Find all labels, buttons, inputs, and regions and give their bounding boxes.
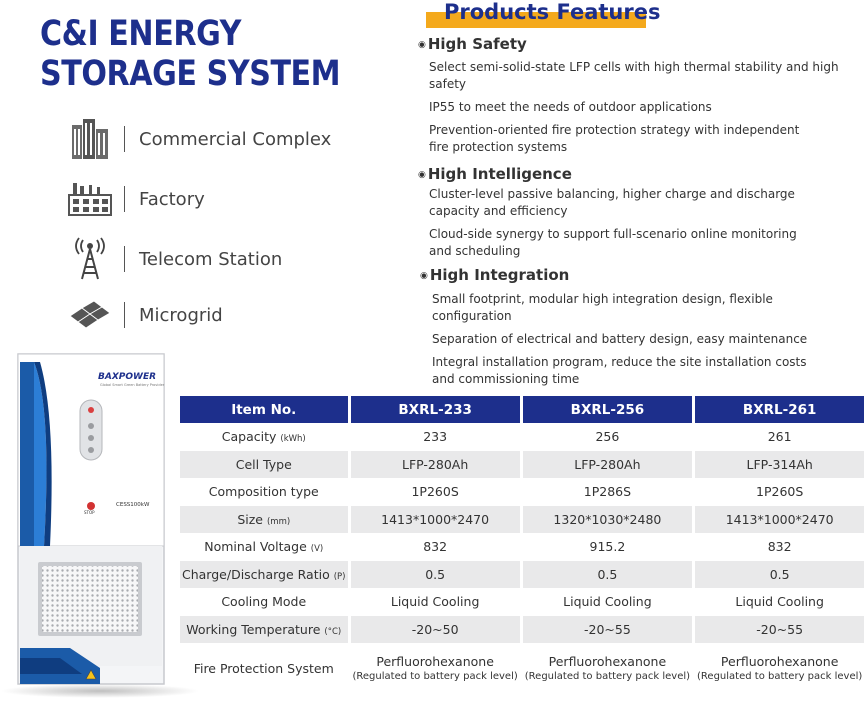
spec-table (177, 396, 865, 693)
application-commercial-complex (66, 116, 331, 162)
cell: LFP-280Ah (523, 451, 692, 479)
divider (124, 126, 125, 152)
table-row (180, 588, 864, 616)
divider (124, 302, 125, 328)
cell: 1413*1000*2470 (351, 506, 520, 534)
cell: 1320*1030*2480 (523, 506, 692, 534)
cell: -20~55 (695, 616, 864, 644)
application-factory (66, 176, 205, 222)
bullet-icon: ◉ (420, 271, 428, 281)
cell: Perfluorohexanone (Regulated to battery pack level) (524, 654, 691, 682)
cell-note: (Regulated to battery pack level) (524, 671, 691, 682)
cabinet-model: CESS100kW (116, 502, 150, 508)
table-row (180, 423, 864, 451)
table-row (180, 643, 864, 693)
cell: 915.2 (589, 539, 626, 555)
application-label: Microgrid (139, 304, 223, 326)
cell-note: (Regulated to battery pack level) (697, 671, 863, 682)
feature-item: Integral installation program, reduce the site installation costs and commissioning time (432, 355, 807, 386)
cell: Liquid Cooling (390, 594, 480, 610)
cell: 1413*1000*2470 (695, 506, 864, 534)
feature-item: Separation of electrical and battery design, easy maintenance (432, 332, 808, 346)
feature-heading-high-safety: ◉ High Safety (418, 35, 527, 53)
feature-item: Prevention-oriented fire protection strategy with independent fire protection systems (429, 123, 800, 154)
feature-item: Small footprint, modular high integration design, flexible configuration (432, 292, 773, 323)
feature-item: IP55 to meet the needs of outdoor applications (429, 100, 712, 114)
feature-heading-high-integration: ◉ High Integration (420, 266, 570, 284)
cell: 832 (767, 539, 792, 555)
table-row (180, 616, 864, 644)
features-heading: Products Features (444, 0, 661, 24)
table-row (180, 533, 864, 561)
feature-item: Cloud-side synergy to support full-scenario online monitoring and scheduling (429, 227, 797, 258)
cell: 832 (423, 539, 448, 555)
header-model-1: BXRL-233 (351, 396, 520, 423)
cell: 261 (767, 429, 792, 445)
cell: 0.5 (523, 561, 692, 589)
feature-item: Cluster-level passive balancing, higher charge and discharge capacity and efficiency (429, 187, 795, 218)
table-header-row (180, 396, 864, 423)
commercial-complex-icon (66, 116, 114, 162)
application-label: Telecom Station (139, 248, 283, 270)
cell: Liquid Cooling (563, 594, 652, 610)
cell-note: (Regulated to battery pack level) (352, 671, 518, 682)
table-row (180, 506, 864, 534)
feature-heading-high-intelligence: ◉ High Intelligence (418, 165, 572, 183)
header-model-3: BXRL-261 (695, 396, 864, 423)
divider (124, 246, 125, 272)
cabinet-tagline: Global Smart Green Battery Provider (100, 383, 165, 387)
header-model-2: BXRL-256 (523, 396, 692, 423)
cell: 256 (595, 429, 620, 445)
row-label: Cell Type (180, 451, 348, 479)
energy-storage-cabinet-image (0, 348, 190, 693)
table-row (180, 561, 864, 589)
page-title (40, 14, 340, 94)
title-line-2: STORAGE SYSTEM (40, 54, 341, 94)
cell: 1P260S (411, 484, 459, 500)
row-label: Size (mm) (180, 506, 348, 534)
bullet-icon: ◉ (418, 40, 426, 50)
table-row (180, 451, 864, 479)
cell: Perfluorohexanone (Regulated to battery pack level) (697, 654, 863, 682)
cell: LFP-280Ah (351, 451, 520, 479)
row-label: Fire Protection System (193, 660, 334, 676)
row-label: Cooling Mode (221, 594, 307, 610)
application-telecom-station (66, 236, 282, 282)
cabinet-stop-label: STOP (84, 510, 95, 515)
row-label: Nominal Voltage (V) (204, 539, 324, 555)
cell: 233 (423, 429, 448, 445)
cell: 0.5 (351, 561, 520, 589)
microgrid-icon (66, 292, 114, 338)
row-label: Capacity (kWh) (221, 429, 306, 445)
cell: Perfluorohexanone (Regulated to battery pack level) (352, 654, 518, 682)
row-label: Charge/Discharge Ratio (P) (180, 561, 348, 589)
cell: Liquid Cooling (735, 594, 824, 610)
application-label: Factory (139, 188, 205, 210)
factory-icon (66, 176, 114, 222)
divider (124, 186, 125, 212)
application-label: Commercial Complex (139, 128, 332, 150)
title-line-1: C&I ENERGY (40, 14, 242, 54)
row-label: Composition type (208, 484, 319, 500)
cell: 1P260S (756, 484, 804, 500)
cell: -20~50 (351, 616, 520, 644)
feature-item: Select semi-solid-state LFP cells with high thermal stability and high safety (429, 60, 839, 91)
cell: 1P286S (583, 484, 632, 500)
header-item-no: Item No. (180, 396, 348, 423)
row-label: Working Temperature (°C) (180, 616, 348, 644)
application-microgrid (66, 292, 223, 338)
cell: LFP-314Ah (695, 451, 864, 479)
cell: 0.5 (695, 561, 864, 589)
cell: -20~55 (523, 616, 692, 644)
cabinet-brand: BAXPOWER (98, 372, 157, 382)
table-row (180, 478, 864, 506)
telecom-station-icon (66, 236, 114, 282)
bullet-icon: ◉ (418, 170, 426, 180)
